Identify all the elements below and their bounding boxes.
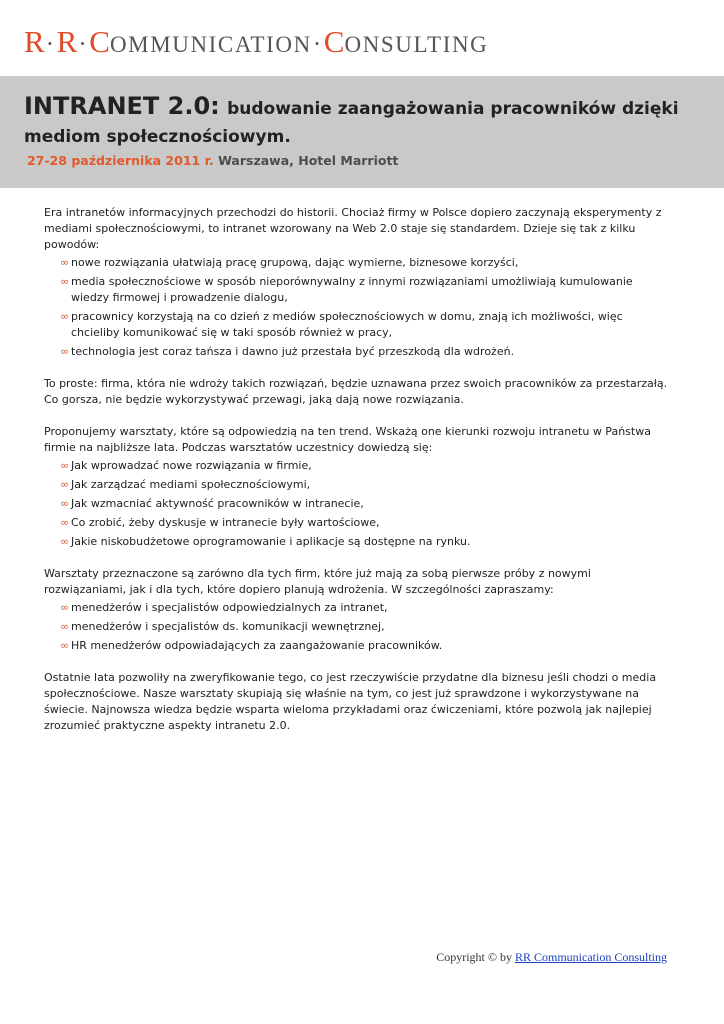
list-item (44, 309, 674, 341)
bullet-icon: ∞ (60, 478, 70, 491)
list-item (44, 638, 674, 654)
list-item-text: HR menedżerów odpowiadających za zaangażowanie pracowników. (71, 639, 443, 652)
title-subtitle: budowanie zaangażowania pracowników dzięki mediom społecznościowym. (24, 99, 679, 147)
company-link[interactable]: RR Communication Consulting (514, 950, 667, 964)
list-item-text: nowe rozwiązania ułatwiają pracę grupową, dając wymierne, biznesowe korzyści, (71, 256, 519, 269)
bullet-icon: ∞ (60, 275, 70, 288)
list-item-text: Jak wzmacniać aktywność pracowników w intranecie, (71, 497, 364, 510)
list-item (44, 619, 674, 635)
event-date: 27-28 października 2011 r. (27, 153, 214, 168)
list-item (44, 515, 674, 531)
list-item-text: menedżerów i specjalistów odpowiedzialnych za intranet, (71, 601, 388, 614)
paragraph-5: Ostatnie lata pozwoliły na zweryfikowanie tego, co jest rzeczywiście przydatne dla biznesu jeśli chodzi o media społecznościowe. Nasze warsztaty skupiają się właśnie na tym, co jest już sprawdzone i wykorzystywane na świecie. Najnowsza wiedza będzie wsparta wieloma przykładami oraz ćwiczeniami, które pozwolą jak najlepiej zrozumieć praktyczne aspekty intranetu 2.0. (44, 671, 657, 732)
bullet-icon: ∞ (60, 459, 70, 472)
learning-list (44, 458, 674, 550)
bullet-icon: ∞ (60, 620, 70, 633)
list-item (44, 274, 674, 306)
list-item-text: Jakie niskobudżetowe oprogramowanie i aplikacje są dostępne na rynku. (71, 535, 471, 548)
list-item (44, 496, 674, 512)
list-item-text: media społecznościowe w sposób nieporównywalny z innymi rozwiązaniami umożliwiają kumulowanie wiedzy firmowej i prowadzenie dialogu, (71, 275, 633, 304)
bullet-icon: ∞ (60, 345, 70, 358)
bullet-icon: ∞ (60, 256, 70, 269)
audience-list (44, 600, 674, 654)
list-item-text: Co zrobić, żeby dyskusje w intranecie były wartościowe, (71, 516, 380, 529)
company-logo: R·R·COMMUNICATION·CONSULTING (24, 24, 489, 59)
paragraph-4: Warsztaty przeznaczone są zarówno dla tych firm, które już mają za sobą pierwsze próby z nowymi rozwiązaniami, jak i dla tych, które dopiero planują wdrożenia. W szczególności zapraszamy: (44, 567, 591, 596)
footer-copyright (436, 950, 667, 965)
bullet-icon: ∞ (60, 497, 70, 510)
list-item (44, 534, 674, 550)
list-item (44, 458, 674, 474)
list-item-text: Jak wprowadzać nowe rozwiązania w firmie, (71, 459, 312, 472)
list-item (44, 344, 674, 360)
bullet-icon: ∞ (60, 535, 70, 548)
list-item-text: menedżerów i specjalistów ds. komunikacji wewnętrznej, (71, 620, 385, 633)
intro-paragraph: Era intranetów informacyjnych przechodzi do historii. Chociaż firmy w Polsce dopiero zaczynają eksperymenty z mediami społecznościowymi, to intranet wzorowany na Web 2.0 staje się standardem. Dzieje się tak z kilku powodów: (44, 206, 662, 251)
bullet-icon: ∞ (60, 601, 70, 614)
title-main: INTRANET 2.0: (24, 92, 220, 120)
event-location: Warszawa, Hotel Marriott (218, 153, 399, 168)
main-content (44, 205, 674, 750)
list-item-text: technologia jest coraz tańsza i dawno już przestała być przeszkodą dla wdrożeń. (71, 345, 515, 358)
copyright-text: Copyright © by (436, 950, 512, 964)
bullet-icon: ∞ (60, 639, 70, 652)
bullet-icon: ∞ (60, 516, 70, 529)
bullet-icon: ∞ (60, 310, 70, 323)
list-item (44, 477, 674, 493)
list-item (44, 255, 674, 271)
paragraph-3: Proponujemy warsztaty, które są odpowiedzią na ten trend. Wskażą one kierunki rozwoju intranetu w Państwa firmie na najbliższe lata. Podczas warsztatów uczestnicy dowiedzą się: (44, 425, 651, 454)
list-item-text: Jak zarządzać mediami społecznościowymi, (71, 478, 311, 491)
list-item (44, 600, 674, 616)
reasons-list (44, 255, 674, 360)
paragraph-2: To proste: firma, która nie wdroży takich rozwiązań, będzie uznawana przez swoich pracowników za przestarzałą. Co gorsza, nie będzie wykorzystywać przewagi, jaką dają nowe rozwiązania. (44, 377, 668, 406)
list-item-text: pracownicy korzystają na co dzień z mediów społecznościowych w domu, znają ich możliwości, więc chcieliby komunikować się w taki sposób również w pracy, (71, 310, 623, 339)
event-info (27, 153, 398, 168)
page-title (24, 93, 714, 150)
